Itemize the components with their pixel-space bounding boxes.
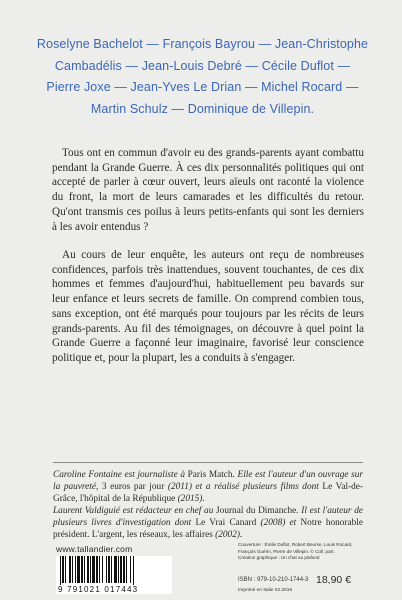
separator: — (125, 58, 139, 73)
barcode-bar (99, 556, 100, 583)
name-le-drian: Jean-Yves Le Drian (130, 80, 242, 94)
barcode-bar (62, 556, 64, 583)
body-paragraph: Au cours de leur enquête, les auteurs ont reçu de nombreuses confidences, parfois très inattendues, souvent touchantes, de ces dix hommes et femmes d'aujourd'hui, habituellement peu bavards sur leur enfance et leurs secrets de famille. On comprend combien tous, sans exception, ont été marqués pour toujours par les récits de leurs grands-parents. Au fil des témoignages, on découvre à quel point la Grande Guerre a façonné leur imaginaire, favorisé leur conscience politique et, pour la plupart, les a conduits à s'engager. (52, 249, 364, 364)
bio-text: est rédacteur en chef au (119, 506, 217, 516)
bio-text: est journaliste à (121, 470, 188, 480)
bio-book-title: 3 euros par jour (101, 481, 165, 492)
barcode-bar (90, 556, 91, 583)
bio-text: (2008) et (256, 517, 301, 528)
author-names-list (30, 34, 375, 120)
barcode-bar (69, 556, 71, 583)
barcode-bar (106, 556, 107, 583)
publisher-website: www.tallandier.com (56, 544, 133, 554)
separator: — (245, 58, 259, 73)
name-duflot: Cécile Duflot (261, 58, 334, 73)
barcode-bar (108, 556, 110, 583)
barcode (56, 556, 172, 594)
barcode-bar (65, 556, 66, 583)
barcode-bar (130, 556, 131, 583)
barcode-bar (60, 556, 61, 586)
author-bio-fontaine (53, 470, 363, 505)
bio-text: (2002). (212, 529, 243, 540)
bio-text: . Il est l'auteur de plusieurs livres d'investigation dont (53, 506, 363, 528)
bio-publication: Journal du Dimanche (216, 506, 297, 516)
bio-book-title: Notre honorable président. L'argent, les réseaux, les affaires (53, 517, 364, 540)
barcode-bar (123, 556, 125, 583)
barcode-bar (81, 556, 83, 583)
separator: — (171, 101, 185, 116)
bio-book-title: Le Vrai Canard (195, 517, 257, 528)
separator: — (337, 58, 351, 73)
cover-credit: Couverture : Émile Duflot, Robert Beurse, Louis Rocard, François Guérin, Pierre de Villepin. © Coll. part. (238, 542, 353, 554)
bio-name: Caroline Fontaine (53, 470, 122, 480)
separator: — (345, 80, 359, 94)
isbn: ISBN : 979-10-210-1744-3 (238, 577, 309, 583)
barcode-bar (77, 556, 80, 583)
bio-text: (2011) et a réalisé plusieurs films dont (164, 481, 323, 492)
barcode-bar (114, 556, 117, 583)
name-joxe: Pierre Joxe (46, 80, 111, 94)
name-bayrou: François Bayrou (162, 37, 256, 51)
barcode-bars (60, 556, 168, 586)
barcode-bar (111, 556, 112, 583)
name-villepin: Dominique de Villepin. (187, 101, 315, 116)
separator: — (258, 37, 272, 51)
divider (53, 462, 363, 463)
intro-paragraph: Tous ont en commun d'avoir eu des grands-parents ayant combattu pendant la Grande Guerre. À ces dix personnalités politiques qui ont accepté de parler à cœur ouvert, leurs aïeuls ont raconté la violence du front, la mort de leurs camarades et les difficultés du retour. Qu'ont transmis ces poilus à leurs petits-enfants qui sont les derniers à les avoir entendus ? (52, 147, 364, 233)
barcode-bar (84, 556, 85, 583)
bio-text: (2015). (175, 493, 205, 504)
barcode-bar (102, 556, 103, 583)
name-cambadelis: Cambadélis (54, 58, 122, 73)
barcode-bar (92, 556, 95, 583)
names-line-2 (30, 56, 375, 78)
barcode-bar (133, 556, 134, 586)
author-bio-valdiguie (53, 506, 363, 541)
barcode-bar (87, 556, 89, 583)
barcode-number: 9 791021 017443 (58, 585, 172, 594)
bio-text: . Elle est l'auteur d'un ouvrage sur la pauvreté, (53, 470, 363, 492)
barcode-bar (72, 556, 73, 583)
separator: — (146, 37, 160, 51)
name-jean-christophe: Jean-Christophe (274, 37, 369, 51)
name-schulz: Martin Schulz (90, 101, 168, 116)
name-rocard: Michel Rocard (261, 80, 343, 94)
name-debre: Jean-Louis Debré (141, 58, 242, 73)
barcode-bar (118, 556, 119, 583)
barcode-bar (96, 556, 98, 583)
design-credit: Création graphique : Un chat au plafond (238, 555, 320, 561)
barcode-bar (126, 556, 127, 583)
bio-film-title: Le Val-de-Grâce, l'hôpital de la République (53, 481, 364, 504)
printed-in: Imprimé en Italie 02.2016 (238, 588, 293, 593)
barcode-bar (120, 556, 122, 583)
separator: — (114, 80, 127, 94)
names-line-3 (30, 77, 375, 99)
names-line-1 (30, 34, 375, 56)
cover-credits (238, 542, 358, 562)
barcode-bar (75, 556, 76, 583)
separator: — (244, 80, 258, 94)
name-bachelot: Roselyne Bachelot (36, 37, 143, 51)
names-line-4 (30, 99, 375, 121)
bio-name: Laurent Valdiguié (53, 506, 120, 516)
bio-publication: Paris Match (187, 470, 233, 480)
price: 18,90 € (316, 574, 352, 586)
